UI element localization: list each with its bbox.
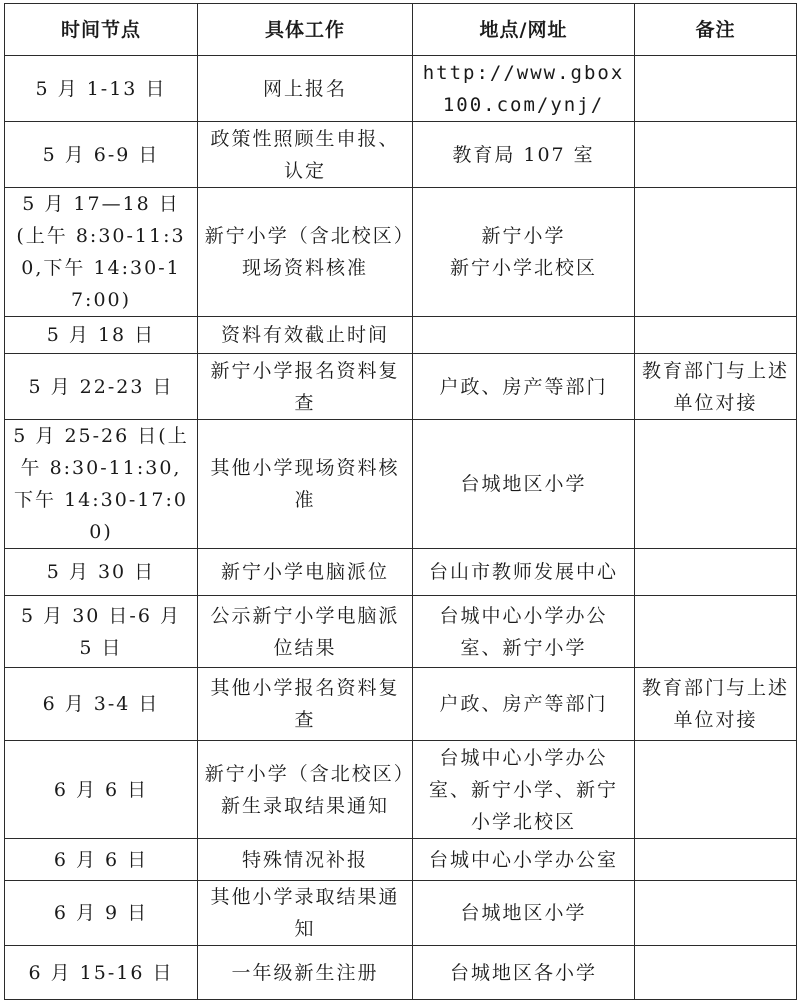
note-cell <box>635 549 797 596</box>
work-cell: 公示新宁小学电脑派位结果 <box>198 596 413 668</box>
table-row <box>5 668 797 741</box>
work-cell: 新宁小学（含北校区）现场资料核准 <box>198 188 413 317</box>
table-row <box>5 596 797 668</box>
time-cell: 5 月 6-9 日 <box>5 122 198 188</box>
header-time: 时间节点 <box>5 4 198 56</box>
time-cell: 5 月 1-13 日 <box>5 56 198 122</box>
work-cell: 特殊情况补报 <box>198 839 413 881</box>
note-cell <box>635 741 797 839</box>
time-cell: 6 月 6 日 <box>5 741 198 839</box>
table-row <box>5 741 797 839</box>
table-row <box>5 188 797 317</box>
time-cell: 5 月 18 日 <box>5 317 198 354</box>
work-cell: 新宁小学（含北校区）新生录取结果通知 <box>198 741 413 839</box>
work-cell: 资料有效截止时间 <box>198 317 413 354</box>
schedule-table <box>4 3 797 1000</box>
work-cell: 一年级新生注册 <box>198 946 413 1000</box>
work-cell: 政策性照顾生申报、认定 <box>198 122 413 188</box>
time-cell: 5 月 30 日-6 月 5 日 <box>5 596 198 668</box>
place-cell: 台城地区小学 <box>413 881 635 946</box>
note-cell <box>635 839 797 881</box>
place-cell: 台城地区各小学 <box>413 946 635 1000</box>
place-cell <box>413 188 635 317</box>
work-cell: 其他小学现场资料核准 <box>198 420 413 549</box>
work-cell: 其他小学报名资料复查 <box>198 668 413 741</box>
time-cell: 6 月 9 日 <box>5 881 198 946</box>
header-place: 地点/网址 <box>413 4 635 56</box>
place-cell: 台城地区小学 <box>413 420 635 549</box>
place-cell: 户政、房产等部门 <box>413 668 635 741</box>
time-cell: 5 月 17—18 日(上午 8:30-11:30,下午 14:30-17:00) <box>5 188 198 317</box>
note-cell <box>635 56 797 122</box>
work-cell: 新宁小学报名资料复查 <box>198 354 413 420</box>
note-cell <box>635 946 797 1000</box>
note-cell <box>635 122 797 188</box>
time-cell: 6 月 3-4 日 <box>5 668 198 741</box>
note-cell <box>635 188 797 317</box>
time-cell: 6 月 6 日 <box>5 839 198 881</box>
note-cell: 教育部门与上述单位对接 <box>635 668 797 741</box>
work-cell: 网上报名 <box>198 56 413 122</box>
table-row <box>5 881 797 946</box>
work-cell: 新宁小学电脑派位 <box>198 549 413 596</box>
note-cell <box>635 596 797 668</box>
header-work: 具体工作 <box>198 4 413 56</box>
place-cell: 台城中心小学办公室、新宁小学、新宁小学北校区 <box>413 741 635 839</box>
place-cell: 台城中心小学办公室、新宁小学 <box>413 596 635 668</box>
table-row <box>5 317 797 354</box>
note-cell <box>635 317 797 354</box>
note-cell <box>635 881 797 946</box>
table-row <box>5 839 797 881</box>
note-cell <box>635 420 797 549</box>
place-cell: 台山市教师发展中心 <box>413 549 635 596</box>
place-cell <box>413 317 635 354</box>
place-text: 新宁小学 新宁小学北校区 <box>449 225 597 279</box>
header-row <box>5 4 797 56</box>
time-cell: 5 月 22-23 日 <box>5 354 198 420</box>
place-cell: 教育局 107 室 <box>413 122 635 188</box>
table-row <box>5 122 797 188</box>
time-cell: 6 月 15-16 日 <box>5 946 198 1000</box>
time-cell: 5 月 30 日 <box>5 549 198 596</box>
table-row <box>5 56 797 122</box>
table-row <box>5 420 797 549</box>
note-cell: 教育部门与上述单位对接 <box>635 354 797 420</box>
time-cell: 5 月 25-26 日(上午 8:30-11:30,下午 14:30-17:00) <box>5 420 198 549</box>
place-cell: 户政、房产等部门 <box>413 354 635 420</box>
place-url-cell[interactable]: http://www.gbox100.com/ynj/ <box>413 56 635 122</box>
table-row <box>5 946 797 1000</box>
header-note: 备注 <box>635 4 797 56</box>
work-cell: 其他小学录取结果通知 <box>198 881 413 946</box>
place-cell: 台城中心小学办公室 <box>413 839 635 881</box>
table-row <box>5 549 797 596</box>
table-row <box>5 354 797 420</box>
